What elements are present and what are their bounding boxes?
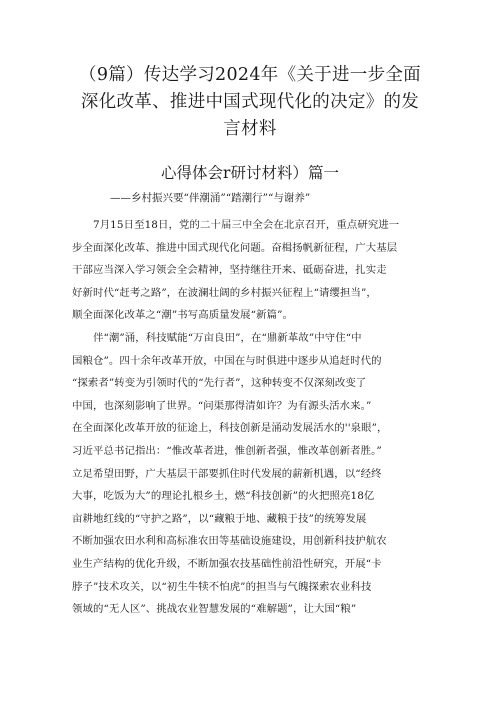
body-line: 脖子”技术攻关，以“初生牛犊不怕虎”的担当与气魄探索农业科技 (72, 580, 372, 593)
body-line: 在全面深化改革开放的征途上，科技创新是涌动发展活水的''泉眼”， (72, 422, 388, 435)
title-line: 深化改革、推进中国式现代化的决定》的发 (80, 92, 420, 112)
body-line: 领域的“无人区”、挑战农业智慧发展的“难解题”，让大国“粮” (72, 603, 357, 616)
body-line: 顺全面深化改革之“潮”书写高质量发展“新篇”。 (72, 309, 293, 322)
section-byline: ——乡村振兴要“伴潮涌”“踏潮行”“与谢养” (110, 192, 311, 204)
title-line: 言材料 (223, 119, 277, 139)
document-title (70, 62, 430, 143)
body-line: 亩耕地红线的“守护之路”，以“藏粮于地、藏粮于技”的统筹发展 (72, 512, 367, 525)
body-line: 7月15日至18日，党的二十届三中全会在北京召开，重点研究进一 (72, 219, 400, 231)
body-line: 立足希望田野，广大基层干部要抓住时代发展的薪新机遇，以“经终 (72, 467, 382, 480)
body-line: 习近平总书记指出：“惟改革者进，惟创新者强，惟改革创新者胜。” (72, 444, 382, 457)
body-line: 业生产结构的优化升级，不断加强农技基础性前沿性研究，开展“卡 (72, 557, 382, 570)
section-heading: 心得体会r研讨材料）篇一 (161, 164, 339, 182)
body-line: 不断加强农田水利和高标准农田等基础设施建设，用创新科技护航农 (72, 535, 387, 548)
title-line: （9篇）传达学习2024年《关于进一步全面 (79, 65, 421, 85)
body-line: 好新时代“赶考之路”，在波澜壮阔的乡村振兴征程上“请缨担当”， (72, 286, 377, 299)
body-line: 国粮仓”。四十余年改革开放，中国在与时俱进中逐步从追赶时代的 (72, 354, 382, 367)
body-line: 中国，也深刻影响了世界。“问渠那得清如许？为有源头活水来。” (72, 399, 372, 412)
body-line: 干部应当深入学习领会全会精神，坚持继往开来、砥砺奋进，扎实走 (72, 264, 387, 277)
body-line: “探索者”转变为引领时代的“先行者”，这种转变不仅深刻改变了 (72, 377, 367, 390)
body-text (72, 214, 438, 621)
body-line: 步全面深化改革、推进中国式现代化问题。奋楫扬帆新征程，广大基层 (72, 241, 398, 254)
body-line: 大事，吃饭为大”的理论扎根乡土，燃“科技创新”的火把照亮18亿 (72, 490, 375, 503)
body-line: 伴“潮”涌，科技赋能“万亩良田”，在“鼎新革故”中守住“中 (72, 331, 362, 344)
